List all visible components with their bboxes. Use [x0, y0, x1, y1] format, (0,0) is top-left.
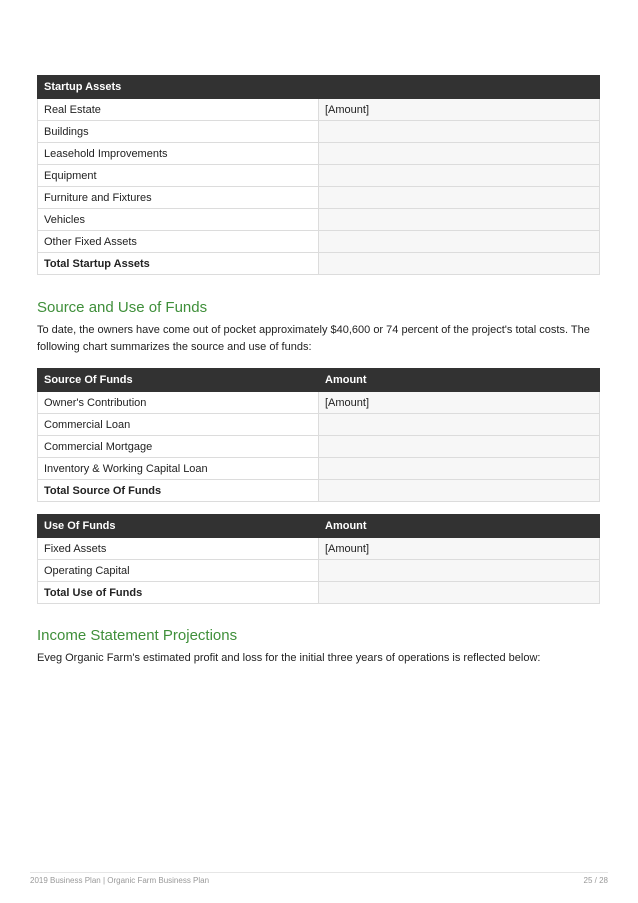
row-label: Operating Capital: [38, 560, 319, 582]
row-label: Owner's Contribution: [38, 392, 319, 414]
total-row: [38, 480, 600, 502]
row-value: [319, 231, 600, 253]
footer-page-number: 25 / 28: [583, 876, 608, 885]
table-row: [38, 187, 600, 209]
table-row: [38, 209, 600, 231]
total-row: [38, 582, 600, 604]
total-value: [319, 480, 600, 502]
total-row: [38, 253, 600, 275]
section-heading-income: Income Statement Projections: [37, 627, 238, 644]
column-header: [319, 76, 600, 99]
row-label: Buildings: [38, 121, 319, 143]
row-label: Leasehold Improvements: [38, 143, 319, 165]
footer-divider: [30, 872, 608, 873]
table-header-row: [38, 76, 600, 99]
row-label: Equipment: [38, 165, 319, 187]
table-row: [38, 414, 600, 436]
row-label: Commercial Mortgage: [38, 436, 319, 458]
source-of-funds-table: [37, 368, 600, 502]
table-row: [38, 165, 600, 187]
table-row: [38, 99, 600, 121]
startup-assets-table: [37, 75, 600, 275]
row-label: Furniture and Fixtures: [38, 187, 319, 209]
row-value: [Amount]: [319, 538, 600, 560]
row-value: [319, 187, 600, 209]
row-value: [Amount]: [319, 392, 600, 414]
row-value: [319, 414, 600, 436]
footer-document-title: 2019 Business Plan | Organic Farm Business Plan: [30, 876, 210, 885]
table-row: [38, 143, 600, 165]
table-row: [38, 121, 600, 143]
total-value: [319, 582, 600, 604]
row-label: Commercial Loan: [38, 414, 319, 436]
column-header: Amount: [319, 369, 600, 392]
row-value: [319, 121, 600, 143]
total-label: Total Source Of Funds: [38, 480, 319, 502]
row-value: [319, 165, 600, 187]
total-label: Total Startup Assets: [38, 253, 319, 275]
row-value: [319, 458, 600, 480]
table-row: [38, 436, 600, 458]
table-row: [38, 560, 600, 582]
row-label: Real Estate: [38, 99, 319, 121]
column-header: Amount: [319, 515, 600, 538]
total-label: Total Use of Funds: [38, 582, 319, 604]
table-row: [38, 538, 600, 560]
table-header-row: [38, 369, 600, 392]
section-heading-source-use: Source and Use of Funds: [37, 299, 208, 316]
column-header: Source Of Funds: [38, 369, 319, 392]
row-value: [319, 143, 600, 165]
section-paragraph-source-use: To date, the owners have come out of pocket approximately $40,600 or 74 percent of the project's total costs. The following chart summarizes the source and use of funds:: [37, 324, 590, 353]
row-value: [319, 209, 600, 231]
row-value: [319, 436, 600, 458]
row-value: [Amount]: [319, 99, 600, 121]
row-label: Fixed Assets: [38, 538, 319, 560]
table-row: [38, 458, 600, 480]
row-value: [319, 560, 600, 582]
row-label: Other Fixed Assets: [38, 231, 319, 253]
row-label: Vehicles: [38, 209, 319, 231]
use-of-funds-table: [37, 514, 600, 604]
table-row: [38, 231, 600, 253]
column-header: Startup Assets: [38, 76, 319, 99]
section-paragraph-income: Eveg Organic Farm's estimated profit and loss for the initial three years of operations is reflected below:: [37, 652, 541, 664]
row-label: Inventory & Working Capital Loan: [38, 458, 319, 480]
table-row: [38, 392, 600, 414]
column-header: Use Of Funds: [38, 515, 319, 538]
table-header-row: [38, 515, 600, 538]
total-value: [319, 253, 600, 275]
